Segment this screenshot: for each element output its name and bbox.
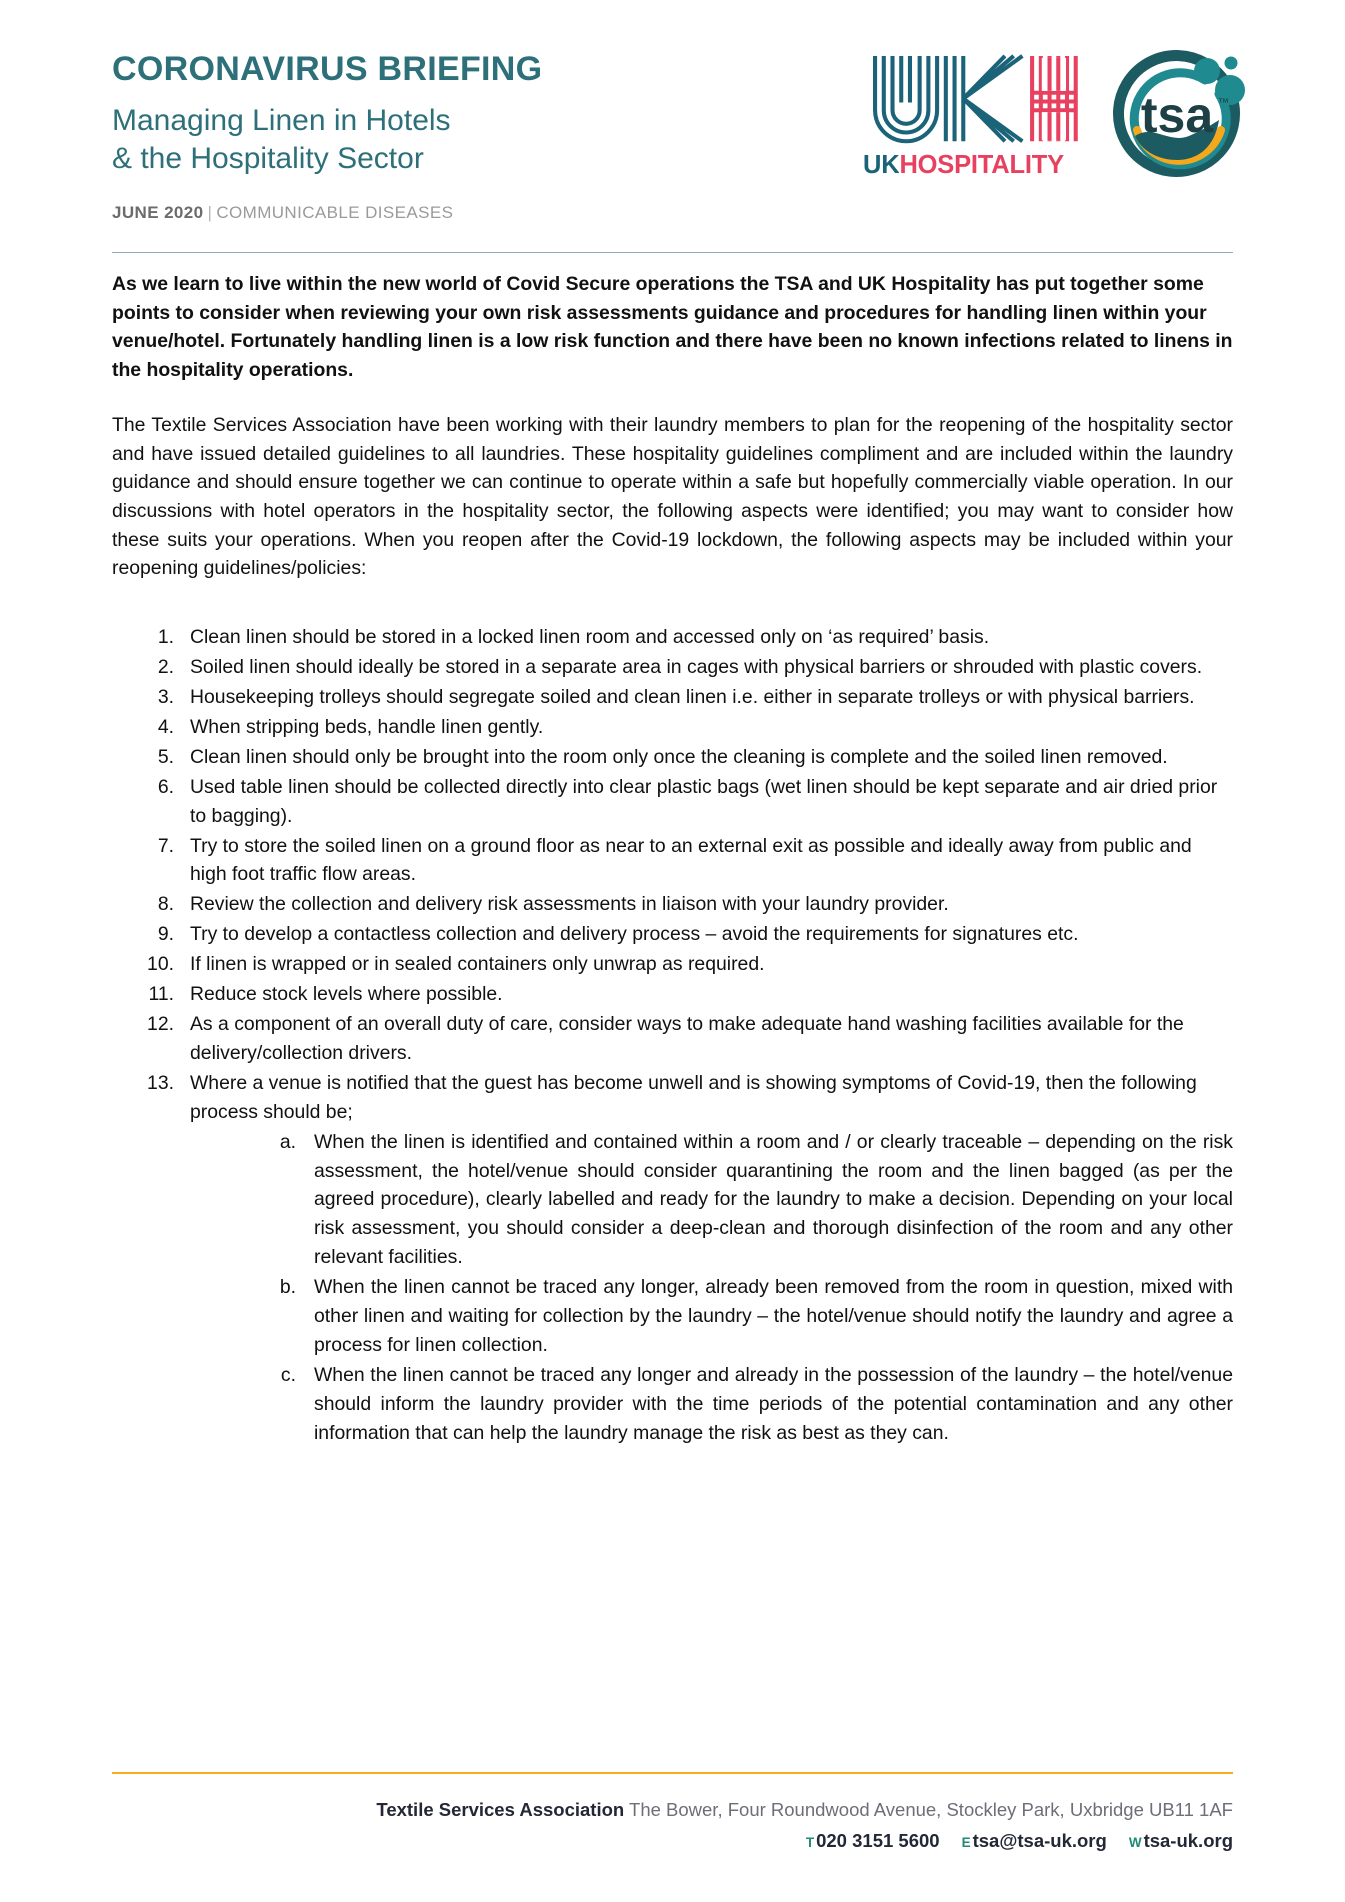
list-item: Soiled linen should ideally be stored in a separate area in cages with physical barriers or shrouded with plastic covers. xyxy=(190,656,1203,679)
ukh-wordmark-uk: UK xyxy=(863,151,900,179)
footer-organisation: Textile Services Association xyxy=(376,1798,625,1820)
list-item: Review the collection and delivery risk assessments in liaison with your laundry provider. xyxy=(190,893,949,916)
list-item: Clean linen should only be brought into the room only once the cleaning is complete and the soiled linen removed. xyxy=(190,745,1168,768)
document-body xyxy=(0,270,1345,1448)
list-item: Try to develop a contactless collection and delivery process – avoid the requirements for signatures etc. xyxy=(190,923,1079,946)
footer-divider xyxy=(112,1772,1233,1774)
page-subtitle-line1: Managing Linen in Hotels xyxy=(112,103,451,137)
ukhospitality-logo xyxy=(861,46,1083,180)
tsa-logo xyxy=(1109,46,1249,191)
phone-prefix-icon: T xyxy=(805,1835,815,1851)
tsa-trademark: ™ xyxy=(1218,97,1229,109)
header-titles xyxy=(112,52,732,178)
guidance-list xyxy=(112,623,1233,1447)
list-item: As a component of an overall duty of care, consider ways to make adequate hand washing facilities available for the delivery/collection drivers. xyxy=(190,1012,1184,1064)
tsa-wordmark: tsa xyxy=(1140,87,1214,143)
tsa-circle-icon xyxy=(1109,46,1249,186)
ukh-wordmark xyxy=(861,151,1083,180)
guidance-sub-list xyxy=(246,1128,1233,1448)
footer-phone[interactable]: 020 3151 5600 xyxy=(816,1830,940,1852)
ukh-wordmark-hospitality: HOSPITALITY xyxy=(899,151,1064,179)
document-category: COMMUNICABLE DISEASES xyxy=(216,203,454,222)
footer-contact-line xyxy=(112,1826,1233,1856)
list-item-text: Where a venue is notified that the guest has become unwell and is showing symptoms of Covid-19, then the following process should be; xyxy=(190,1071,1197,1123)
document-footer xyxy=(0,1772,1345,1856)
list-item: If linen is wrapped or in sealed containers only unwrap as required. xyxy=(190,953,765,976)
list-item: Used table linen should be collected directly into clear plastic bags (wet linen should be kept separate and air dried prior to bagging). xyxy=(190,775,1218,827)
sub-list-item: When the linen is identified and contained within a room and / or clearly traceable – depending on the risk assessment, the hotel/venue should consider quarantining the room and the linen bagged (as per the agreed procedure), clearly labelled and ready for the laundry to make a decision. Depending on your local risk assessment, you should consider a deep-clean and thorough disinfection of the room and any other relevant facilities. xyxy=(314,1130,1233,1269)
publication-date: JUNE 2020 xyxy=(112,203,204,222)
document-header xyxy=(0,0,1345,222)
list-item xyxy=(112,1069,1233,1448)
list-item: Clean linen should be stored in a locked linen room and accessed only on ‘as required’ basis. xyxy=(190,626,990,649)
list-item: When stripping beds, handle linen gently. xyxy=(190,715,544,738)
sub-list-item: When the linen cannot be traced any longer, already been removed from the room in question, mixed with other linen and waiting for collection by the laundry – the hotel/venue should notify the laundry and agree a process for linen collection. xyxy=(314,1276,1233,1356)
footer-website[interactable]: tsa-uk.org xyxy=(1143,1830,1233,1852)
header-logos xyxy=(861,46,1249,191)
email-prefix-icon: E xyxy=(961,1835,971,1851)
header-divider xyxy=(112,252,1233,253)
footer-email[interactable]: tsa@tsa-uk.org xyxy=(972,1830,1107,1852)
footer-address-line xyxy=(112,1796,1233,1825)
page-subtitle xyxy=(112,102,732,179)
footer-address: The Bower, Four Roundwood Avenue, Stockley Park, Uxbridge UB11 1AF xyxy=(629,1798,1233,1820)
sub-list-item: When the linen cannot be traced any longer and already in the possession of the laundry – the hotel/venue should inform the laundry provider with the time periods of the potential contamination and any other information that can help the laundry manage the risk as best as they can. xyxy=(314,1363,1233,1444)
lede-paragraph: As we learn to live within the new world of Covid Secure operations the TSA and UK Hospitality has put together some points to consider when reviewing your own risk assessments guidance and procedures for handling linen within your venue/hotel. Fortunately handling linen is a low risk function and there have been no known infections related to linens in the hospitality operations. xyxy=(112,273,1233,382)
list-item: Try to store the soiled linen on a ground floor as near to an external exit as possible and ideally away from public and high foot traffic flow areas. xyxy=(190,834,1192,886)
page-title: CORONAVIRUS BRIEFING xyxy=(112,50,543,88)
intro-paragraph: The Textile Services Association have been working with their laundry members to plan for the reopening of the hospitality sector and have issued detailed guidelines to all laundries. These hospitality guidelines compliment and are included within the laundry guidance and should ensure together we can continue to operate within a safe but hopefully commercially viable operation. In our discussions with hotel operators in the hospitality sector, the following aspects were identified; you may want to consider how these suits your operations. When you reopen after the Covid-19 lockdown, the following aspects may be included within your reopening guidelines/policies: xyxy=(112,413,1233,580)
list-item: Reduce stock levels where possible. xyxy=(190,983,503,1006)
sub-list-wrapper xyxy=(190,1128,1233,1448)
list-item: Housekeeping trolleys should segregate soiled and clean linen i.e. either in separate trolleys or with physical barriers. xyxy=(190,686,1195,708)
ukh-mark-icon xyxy=(861,54,1083,149)
page-subtitle-line2: & the Hospitality Sector xyxy=(112,142,424,176)
web-prefix-icon: W xyxy=(1128,1835,1142,1851)
header-meta xyxy=(112,203,453,223)
meta-separator: | xyxy=(207,203,213,222)
